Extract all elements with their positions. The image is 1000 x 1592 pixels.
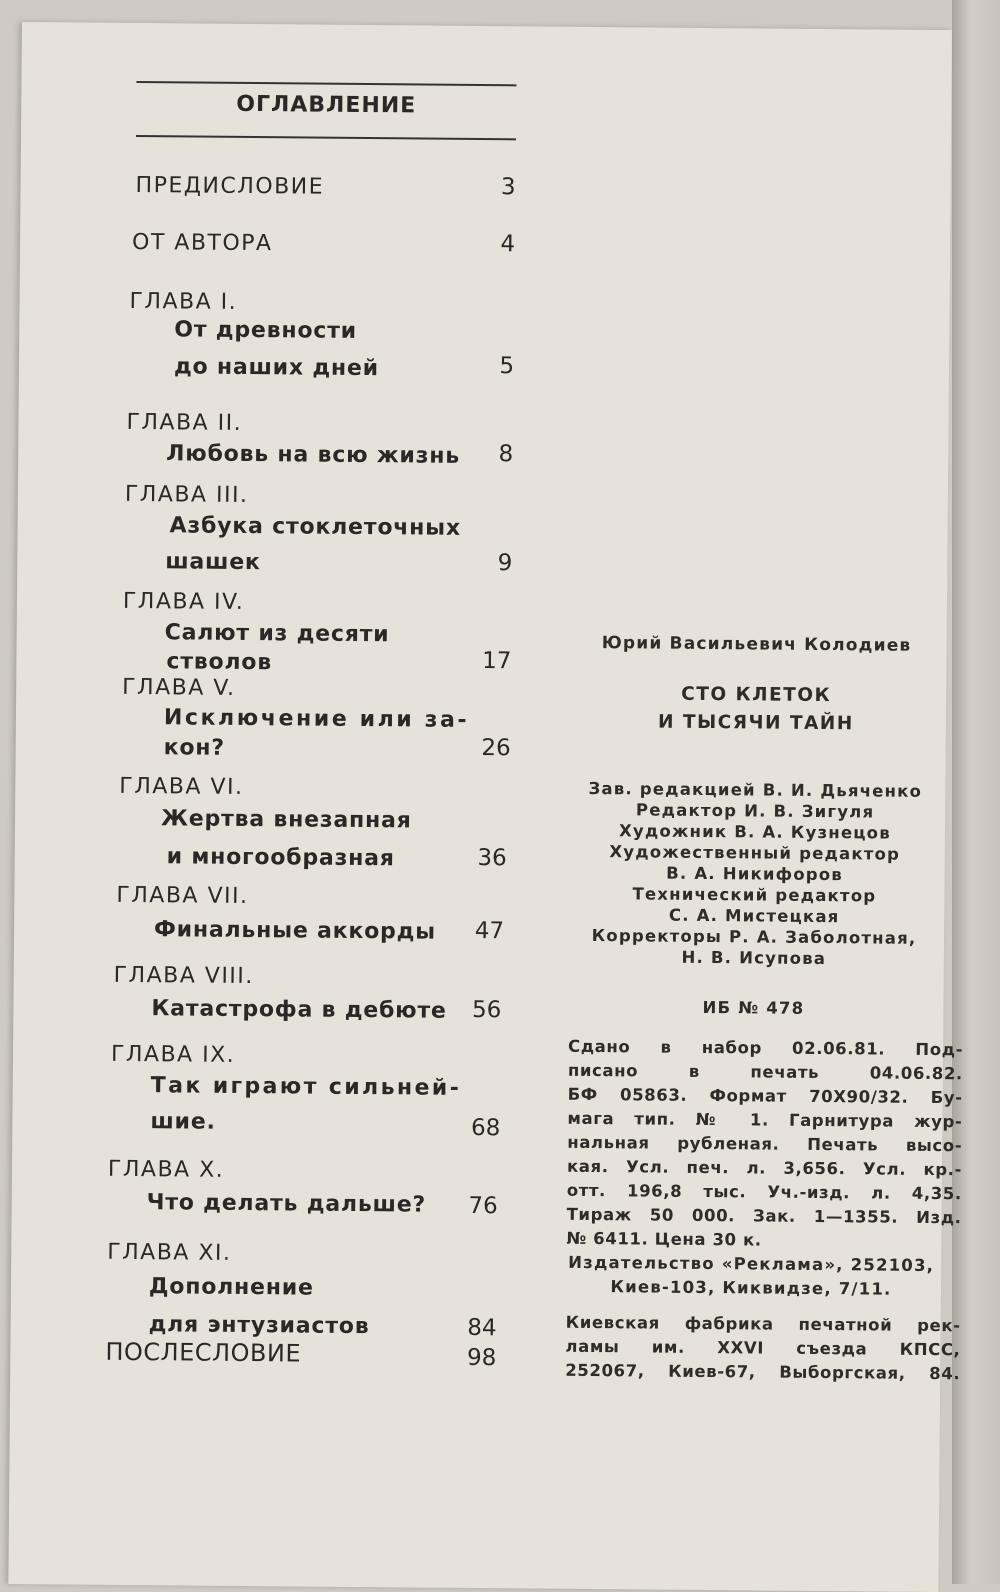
toc-heading: ГЛАВА VII.: [116, 882, 249, 910]
toc-page-number: 9: [497, 550, 513, 577]
toc-chapter-line: Жертва внезапная: [160, 806, 412, 834]
toc-chapter-line: От древности: [174, 317, 358, 344]
toc-page-number: 47: [474, 917, 505, 945]
toc-page-number: 56: [472, 996, 502, 1024]
toc-chapter-line: Азбука стоклеточных: [169, 513, 461, 541]
toc-chapter-line: кон?: [163, 735, 225, 761]
toc-heading: ГЛАВА III.: [124, 481, 249, 508]
toc-heading: ГЛАВА VIII.: [113, 962, 254, 990]
toc-chapter-line: Катастрофа в дебюте: [151, 996, 447, 1024]
toc-page-number: 8: [498, 441, 514, 468]
print-info-line: отт. 196,8 тыс. Уч.-изд. л. 4,35.: [566, 1180, 962, 1204]
credit-line: Художник В. А. Кузнецов: [618, 821, 891, 843]
print-info-line: Сдано в набор 02.06.81. Под-: [567, 1036, 964, 1060]
toc-heading: ПРЕДИСЛОВИЕ: [135, 172, 325, 200]
toc-heading: ГЛАВА I.: [129, 288, 238, 315]
publisher-line: Издательство «Реклама», 252103,: [568, 1252, 935, 1276]
toc-chapter-line: Исключение или за-: [163, 705, 470, 733]
toc-page-number: 17: [482, 648, 512, 675]
printer-line: 252067, Киев-67, Выборгская, 84.: [565, 1360, 961, 1384]
print-info-line: писано в печать 04.06.82.: [567, 1060, 963, 1084]
toc-chapter-line: Так играют сильней-: [150, 1073, 462, 1101]
toc-heading: ОТ АВТОРА: [131, 229, 273, 257]
colophon: [550, 27, 982, 1431]
print-info-line: Тираж 50 000. Зак. 1—1355. Изд.: [566, 1204, 962, 1228]
toc-heading: ГЛАВА IV.: [122, 588, 245, 615]
table-of-contents: [10, 22, 542, 1426]
ib-number: ИБ № 478: [702, 997, 805, 1018]
toc-heading: ГЛАВА VI.: [119, 773, 244, 800]
toc-heading: ГЛАВА XI.: [107, 1239, 232, 1266]
toc-chapter-line: Любовь на всю жизнь: [166, 441, 461, 469]
toc-chapter-line: для энтузиастов: [148, 1312, 370, 1340]
toc-chapter-line: Финальные аккорды: [153, 917, 436, 945]
toc-page-number: 98: [466, 1344, 497, 1372]
print-info-line: нальная рубленая. Печать высо-: [567, 1132, 963, 1156]
toc-heading: ГЛАВА II.: [126, 409, 243, 436]
toc-chapter-line: до наших дней: [173, 354, 380, 382]
credit-line: Корректоры Р. А. Заболотная,: [591, 926, 917, 948]
printer-line: Киевская фабрика печатной рек-: [565, 1312, 961, 1336]
credit-line: Технический редактор: [632, 884, 877, 906]
printer-line: ламы им. XXVI съезда КПСС,: [565, 1336, 961, 1360]
credit-line: Художественный редактор: [609, 842, 901, 864]
title-rule-bottom: [136, 135, 516, 140]
toc-page-number: 36: [477, 845, 507, 872]
credit-line: Зав. редакцией В. И. Дьяченко: [588, 778, 923, 801]
toc-heading: ГЛАВА V.: [122, 674, 236, 701]
credit-line: Н. В. Исупова: [681, 947, 827, 969]
toc-page-number: 26: [481, 735, 511, 762]
print-info: [566, 1035, 963, 1254]
toc-page-number: 3: [500, 174, 516, 201]
toc-chapter-line: стволов: [166, 649, 273, 676]
toc-chapter-line: шие.: [150, 1109, 216, 1135]
book-page: [8, 22, 964, 1592]
printer-info: [565, 1311, 961, 1386]
toc-heading: ГЛАВА X.: [107, 1156, 225, 1183]
toc-chapter-line: шашек: [165, 549, 261, 576]
toc-heading: ПОСЛЕСЛОВИЕ: [105, 1337, 302, 1368]
toc-chapter-line: Салют из десяти: [164, 620, 390, 648]
print-info-line: № 6411. Цена 30 к.: [566, 1228, 762, 1250]
publisher-line: Киев-103, Киквидзе, 7/11.: [610, 1277, 892, 1299]
toc-page-number: 5: [499, 353, 515, 380]
title-rule-top: [136, 81, 516, 86]
book-title-line: СТО КЛЕТОК: [681, 683, 832, 707]
toc-page-number: 4: [500, 231, 516, 258]
toc-heading: ГЛАВА IX.: [110, 1041, 236, 1068]
toc-chapter-line: и многообразная: [166, 844, 395, 872]
toc-page-number: 84: [467, 1314, 497, 1342]
toc-page-number: 68: [470, 1114, 501, 1142]
print-info-line: кая. Усл. печ. л. 3,656. Усл. кр.-: [566, 1156, 963, 1180]
print-info-line: мага тип. № 1. Гарнитура жур-: [567, 1108, 963, 1132]
toc-chapter-line: Что делать дальше?: [146, 1190, 427, 1218]
book-title-line: И ТЫСЯЧИ ТАЙН: [657, 711, 854, 735]
credit-line: Редактор И. В. Зигуля: [635, 800, 875, 822]
toc-page-number: 76: [468, 1192, 498, 1220]
credit-line: С. А. Мистецкая: [668, 905, 840, 927]
credit-line: В. А. Никифоров: [666, 863, 844, 885]
toc-title: ОГЛАВЛЕНИЕ: [236, 91, 417, 119]
author-name: Юрий Васильевич Колодиев: [601, 633, 912, 656]
toc-chapter-line: Дополнение: [148, 1274, 314, 1301]
print-info-line: БФ 05863. Формат 70Х90/32. Бу-: [567, 1084, 963, 1108]
